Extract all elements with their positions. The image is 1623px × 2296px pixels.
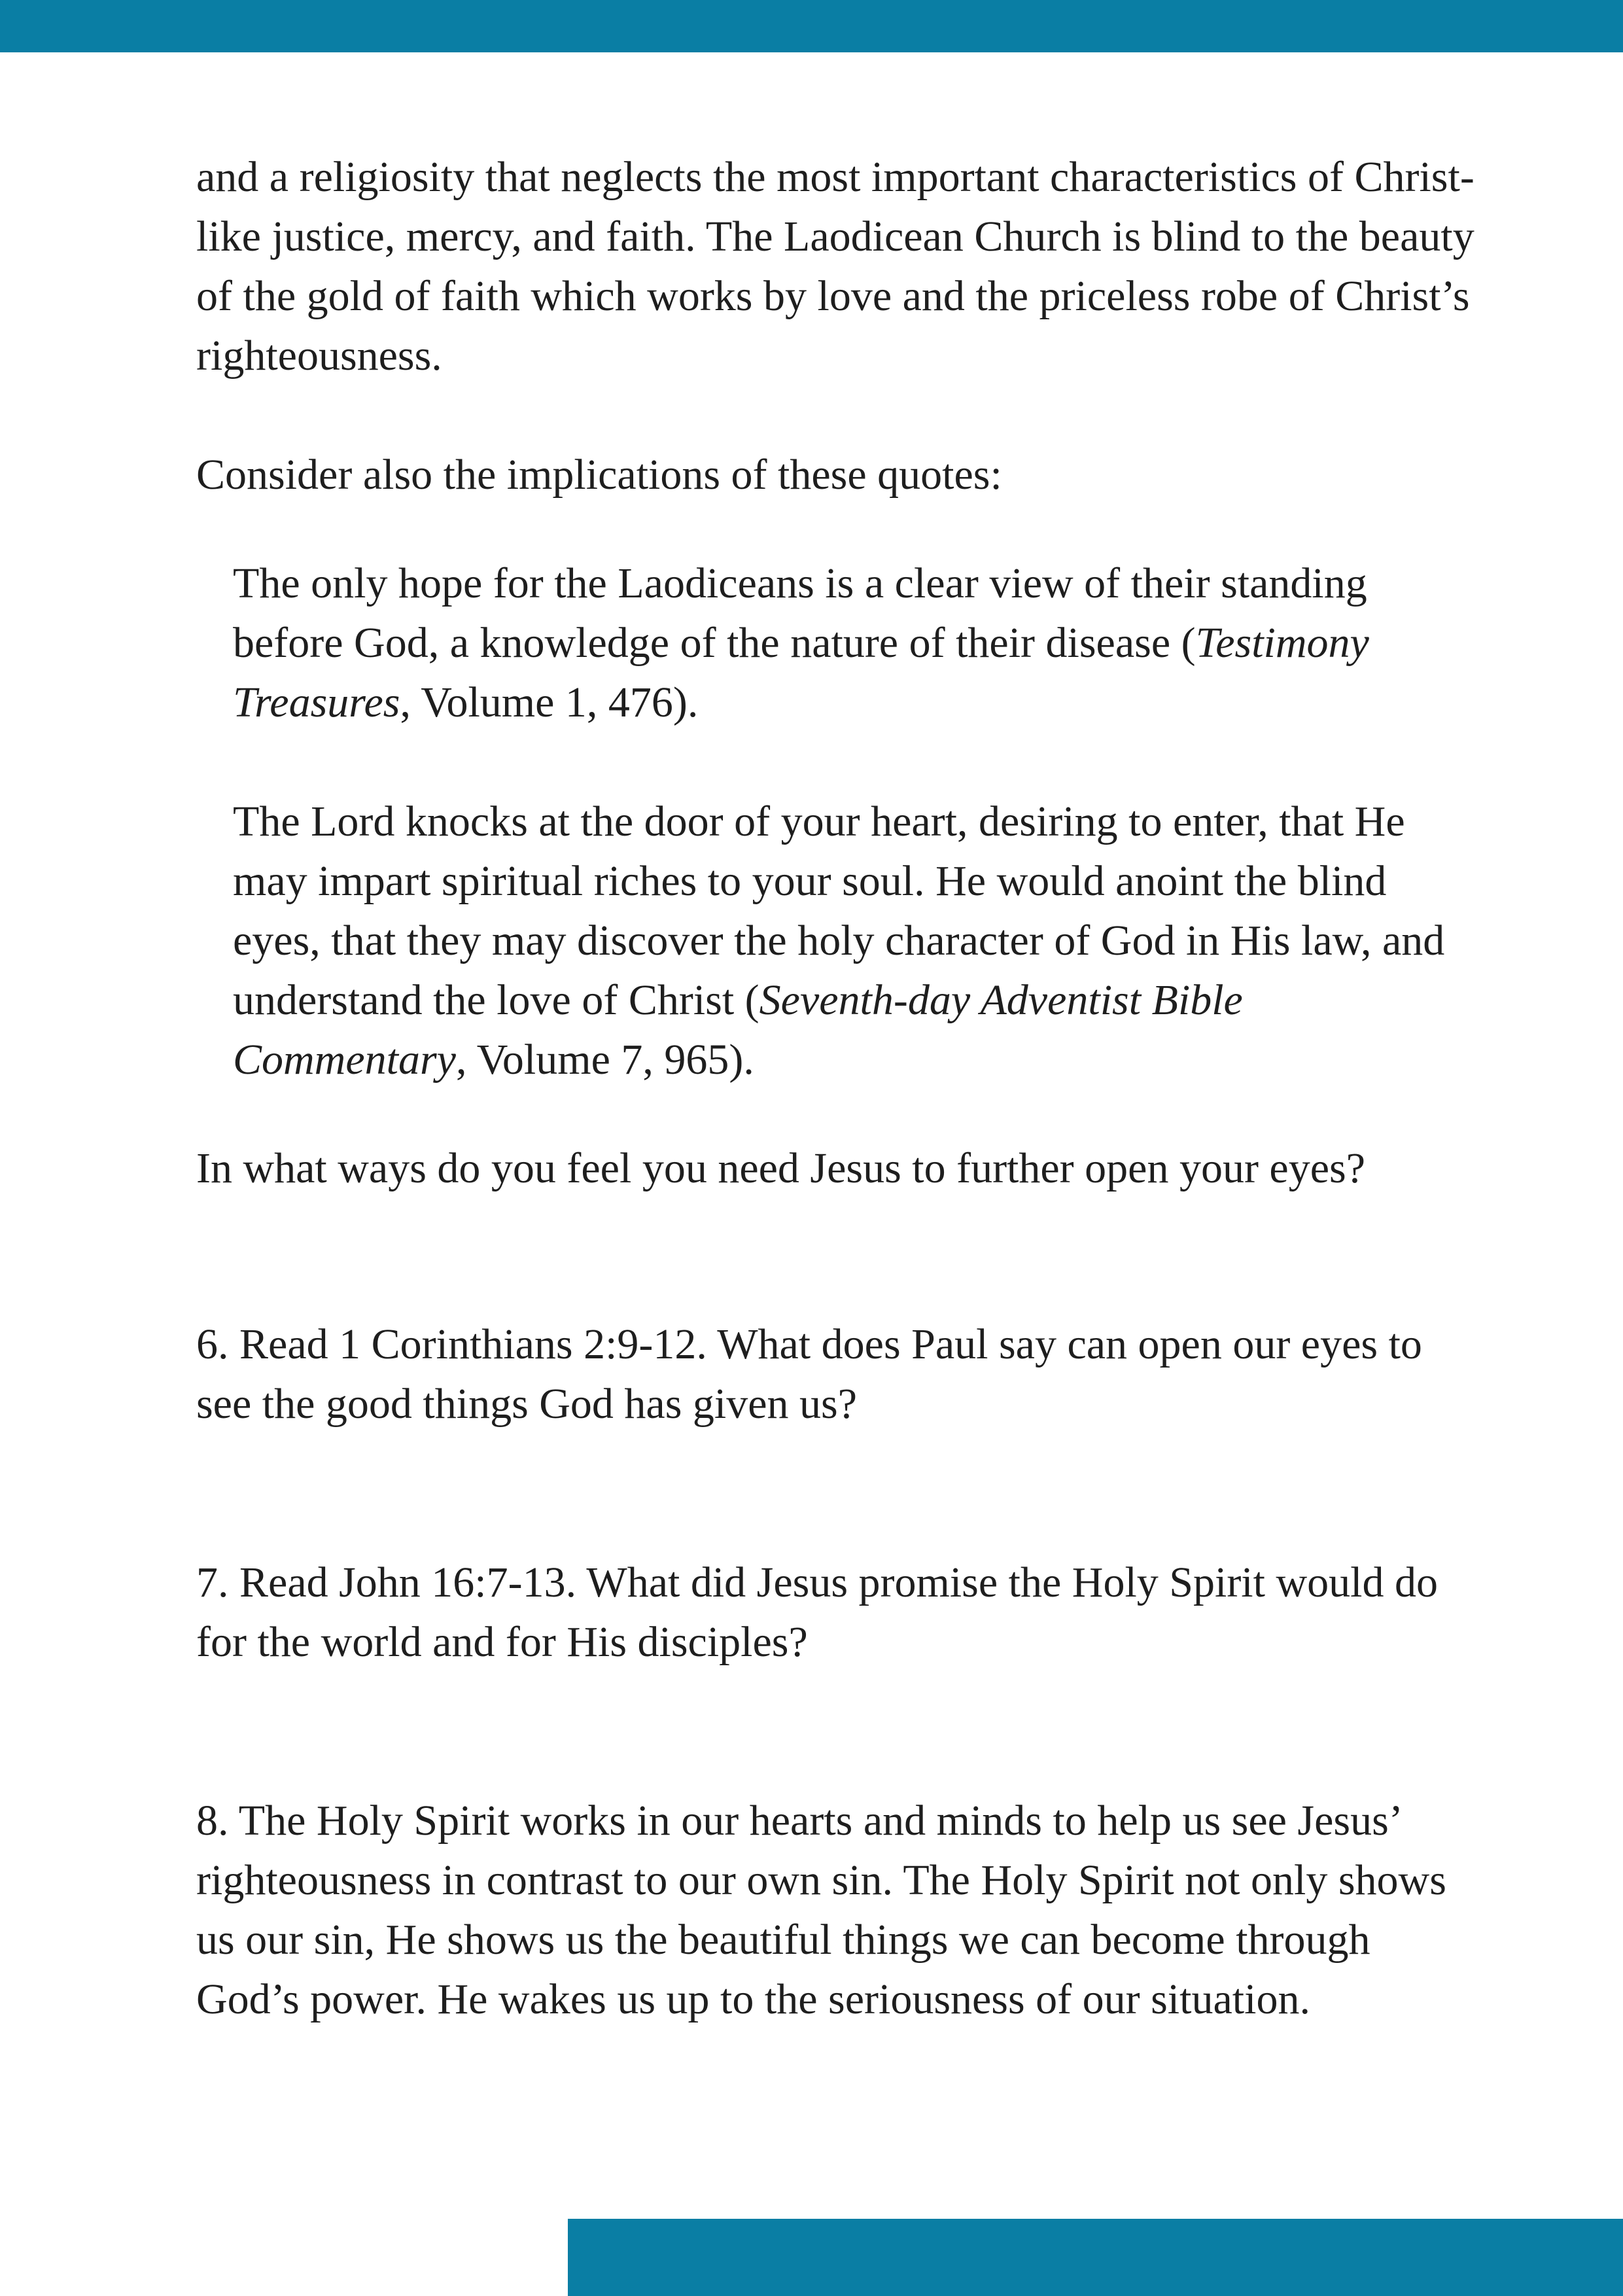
consider-paragraph: Consider also the implications of these quotes: [196, 451, 1002, 499]
bottom-accent-bar [568, 2219, 1623, 2296]
quote-text: The Lord knocks at the door of your heart, desiring to enter, that He may impart spiritual riches to your soul. He would anoint the blind eyes, that they may discover the holy character of God in His law, and understand the love of Christ ( [233, 798, 1445, 1024]
quote-testimony-treasures [233, 554, 1478, 732]
top-accent-bar [0, 0, 1623, 52]
question-8: 8. The Holy Spirit works in our hearts and minds to help us see Jesus’ righteousness in contrast to our own sin. The Holy Spirit not only shows us our sin, He shows us the beautiful things we can become through God’s power. He wakes us up to the seriousness of our situation. [196, 1797, 1446, 2023]
quote-bible-commentary [233, 792, 1478, 1089]
quote-source: Seventh-day Adventist Bible Commentary [233, 976, 1243, 1084]
quote-citation: , Volume 1, 476). [400, 679, 699, 726]
question-6: 6. Read 1 Corinthians 2:9-12. What does Paul say can open our eyes to see the good things God has given us? [196, 1320, 1422, 1428]
question-7: 7. Read John 16:7-13. What did Jesus promise the Holy Spirit would do for the world and for His disciples? [196, 1559, 1438, 1666]
quote-text: The only hope for the Laodiceans is a clear view of their standing before God, a knowledge of the nature of their disease ( [233, 559, 1367, 667]
page-content [196, 147, 1478, 2029]
quote-citation: , Volume 7, 965). [455, 1036, 754, 1084]
quote-source: Testimony Treasures [233, 619, 1369, 726]
intro-paragraph: and a religiosity that neglects the most important characteristics of Christ-like justice, mercy, and faith. The Laodicean Church is blind to the beauty of the gold of faith which works by love and the priceless robe of Christ’s righteousness. [196, 153, 1475, 380]
question-open-eyes: In what ways do you feel you need Jesus to further open your eyes? [196, 1144, 1365, 1192]
